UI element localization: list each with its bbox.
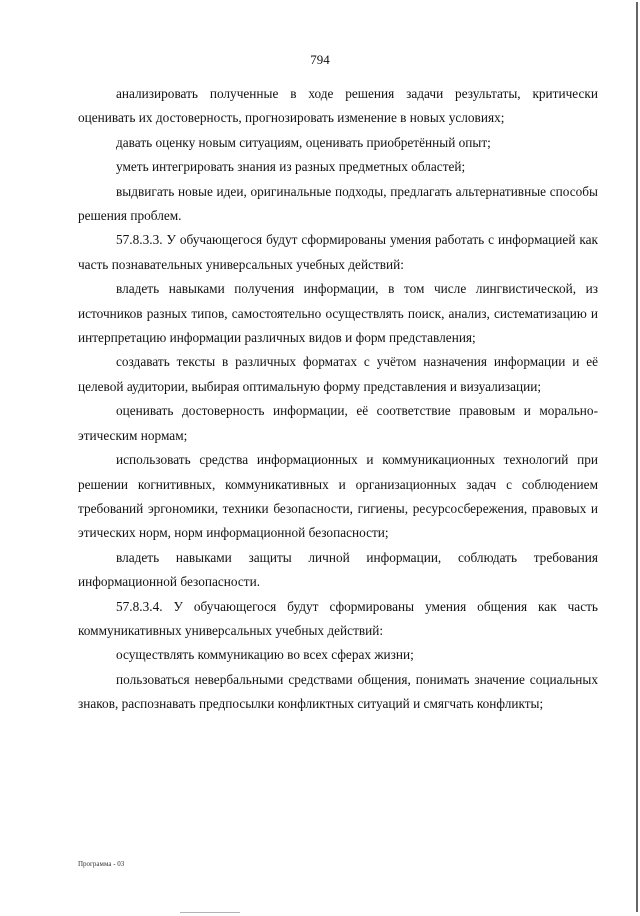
- paragraph: создавать тексты в различных форматах с учётом назначения информации и её целевой аудитории, выбирая оптимальную форму представления и визуализации;: [78, 354, 598, 394]
- paragraph: осуществлять коммуникацию во всех сферах жизни;: [116, 647, 414, 663]
- paragraph: выдвигать новые идеи, оригинальные подходы, предлагать альтернативные способы решения проблем.: [78, 183, 598, 224]
- paragraph: владеть навыками получения информации, в том числе лингвистической, из источников разных типов, самостоятельно осуществлять поиск, анализ, систематизацию и интерпретацию информации различных видов и форм представления;: [78, 281, 598, 346]
- paragraph: использовать средства информационных и коммуникационных технологий при решении когнитивных, коммуникативных и организационных задач с соблюдением требований эргономики, техники безопасности, гигиены, ресурсосбережения, правовых и этических норм, норм информационной безопасности;: [78, 452, 598, 541]
- body-text: [78, 82, 598, 717]
- scan-artifact: [636, 2, 638, 912]
- section-heading-paragraph: 57.8.3.3. У обучающегося будут сформированы умения работать с информацией как часть познавательных универсальных учебных действий:: [78, 232, 598, 272]
- paragraph: владеть навыками защиты личной информации, соблюдать требования информационной безопасности.: [78, 549, 598, 590]
- page-footer: Программа - 03: [78, 860, 125, 868]
- paragraph: оценивать достоверность информации, её соответствие правовым и морально-этическим нормам;: [78, 403, 598, 443]
- paragraph: давать оценку новым ситуациям, оценивать приобретённый опыт;: [116, 134, 491, 150]
- paragraph: пользоваться невербальными средствами общения, понимать значение социальных знаков, распознавать предпосылки конфликтных ситуаций и смягчать конфликты;: [78, 671, 598, 712]
- paragraph: анализировать полученные в ходе решения задачи результаты, критически оценивать их достоверность, прогнозировать изменение в новых условиях;: [78, 86, 598, 126]
- paragraph: уметь интегрировать знания из разных предметных областей;: [116, 159, 466, 175]
- section-heading-paragraph: 57.8.3.4. У обучающегося будут сформированы умения общения как часть коммуникативных универсальных учебных действий:: [78, 598, 598, 638]
- page-number: 794: [310, 52, 330, 67]
- scan-artifact: [180, 912, 240, 913]
